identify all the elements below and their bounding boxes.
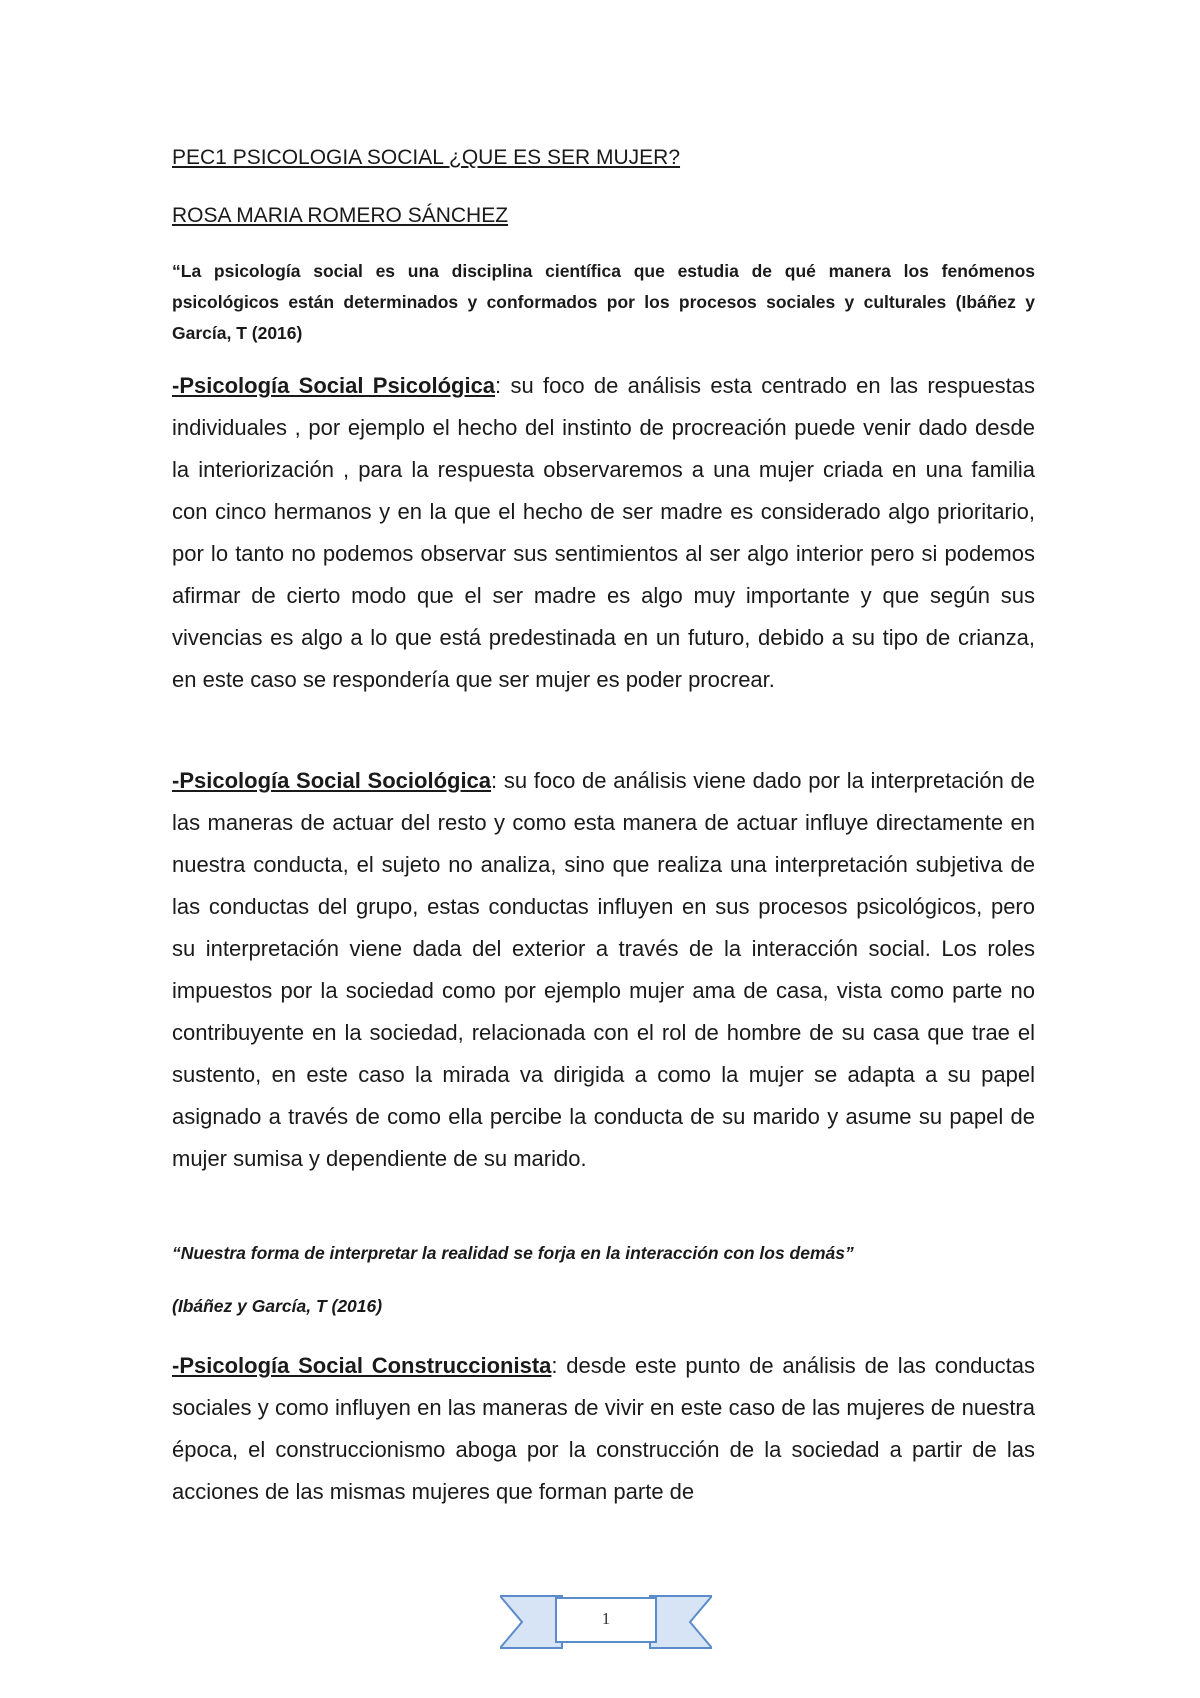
document-title: PEC1 PSICOLOGIA SOCIAL ¿QUE ES SER MUJER? xyxy=(172,146,681,169)
section-heading: -Psicología Social Sociológica xyxy=(172,768,492,793)
section-heading: -Psicología Social Psicológica xyxy=(172,373,496,398)
quote-citation: (Ibáñez y García, T (2016) xyxy=(172,1296,383,1316)
section-sociologica xyxy=(172,760,1035,1180)
section-body: : su foco de análisis viene dado por la interpretación de las maneras de actuar del resto y como esta manera de actuar influye directamente en nuestra conducta, el sujeto no analiza, sino que realiza una interpretación subjetiva de las conductas del grupo, estas conductas influyen en sus procesos psicológicos, pero su interpretación viene dada del exterior a través de la interacción social. Los roles impuestos por la sociedad como por ejemplo mujer ama de casa, vista como parte no contribuyente en la sociedad, relacionada con el rol de hombre de su casa que trae el sustento, en este caso la mirada va dirigida a como la mujer se adapta a su papel asignado a través de como ella percibe la conducta de su marido y asume su papel de mujer sumisa y dependiente de su marido. xyxy=(172,768,1035,1171)
secondary-quote: “Nuestra forma de interpretar la realidad se forja en la interacción con los demás” xyxy=(172,1243,854,1263)
section-construccionista xyxy=(172,1345,1035,1513)
section-psicologica xyxy=(172,365,1035,701)
page-number-footer xyxy=(500,1592,712,1652)
section-heading: -Psicología Social Construccionista xyxy=(172,1353,552,1378)
intro-quote: “La psicología social es una disciplina científica que estudia de qué manera los fenómenos psicológicos están determinados y conformados por los procesos sociales y culturales (Ibáñez y García, T (2016) xyxy=(172,261,1035,343)
page-number: 1 xyxy=(601,1609,611,1628)
section-body: : su foco de análisis esta centrado en las respuestas individuales , por ejemplo el hecho del instinto de procreación puede venir dado desde la interiorización , para la respuesta observaremos a una mujer criada en una familia con cinco hermanos y en la que el hecho de ser madre es considerado algo prioritario, por lo tanto no podemos observar sus sentimientos al ser algo interior pero si podemos afirmar de cierto modo que el ser madre es algo muy importante y que según sus vivencias es algo a lo que está predestinada en un futuro, debido a su tipo de crianza, en este caso se respondería que ser mujer es poder procrear. xyxy=(172,373,1035,692)
section-body: : desde este punto de análisis de las conductas sociales y como influyen en las maneras de vivir en este caso de las mujeres de nuestra época, el construccionismo aboga por la construcción de la sociedad a partir de las acciones de las mismas mujeres que forman parte de xyxy=(172,1353,1035,1504)
author-name: ROSA MARIA ROMERO SÁNCHEZ xyxy=(172,204,509,227)
